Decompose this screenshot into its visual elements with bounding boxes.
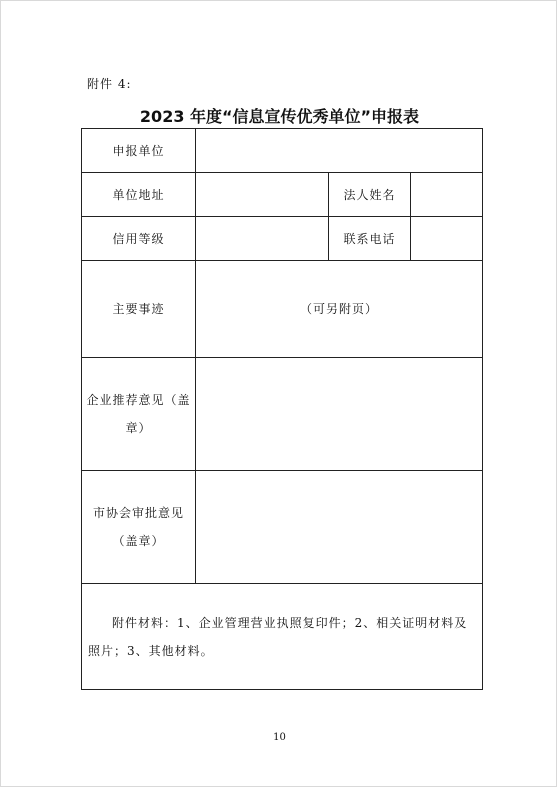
unit-address-field[interactable]	[196, 173, 329, 217]
table-row	[82, 217, 483, 261]
main-deeds-field[interactable]	[196, 261, 483, 358]
enterprise-opinion-label: 企业推荐意见（盖章）	[82, 358, 196, 471]
table-row	[82, 471, 483, 584]
association-opinion-field[interactable]	[196, 471, 483, 584]
unit-address-label: 单位地址	[82, 173, 196, 217]
legal-rep-field[interactable]	[411, 173, 483, 217]
table-row	[82, 261, 483, 358]
table-row	[82, 129, 483, 173]
enterprise-opinion-field[interactable]	[196, 358, 483, 471]
applicant-unit-field[interactable]	[196, 129, 483, 173]
table-row	[82, 358, 483, 471]
credit-level-label: 信用等级	[82, 217, 196, 261]
credit-level-field[interactable]	[196, 217, 329, 261]
legal-rep-label: 法人姓名	[329, 173, 411, 217]
attachments-note: 附件材料：1、企业管理营业执照复印件；2、相关证明材料及照片；3、其他材料。	[82, 584, 483, 690]
main-deeds-hint: （可另附页）	[300, 302, 379, 316]
attachment-label: 附件 4:	[87, 77, 132, 91]
table-row	[82, 173, 483, 217]
table-row	[82, 584, 483, 690]
page-number: 10	[273, 732, 286, 743]
contact-phone-label: 联系电话	[329, 217, 411, 261]
application-form-table	[81, 128, 483, 690]
main-deeds-label: 主要事迹	[82, 261, 196, 358]
association-opinion-label: 市协会审批意见（盖章）	[82, 471, 196, 584]
contact-phone-field[interactable]	[411, 217, 483, 261]
form-title: 2023 年度“信息宣传优秀单位”申报表	[139, 107, 420, 126]
applicant-unit-label: 申报单位	[82, 129, 196, 173]
